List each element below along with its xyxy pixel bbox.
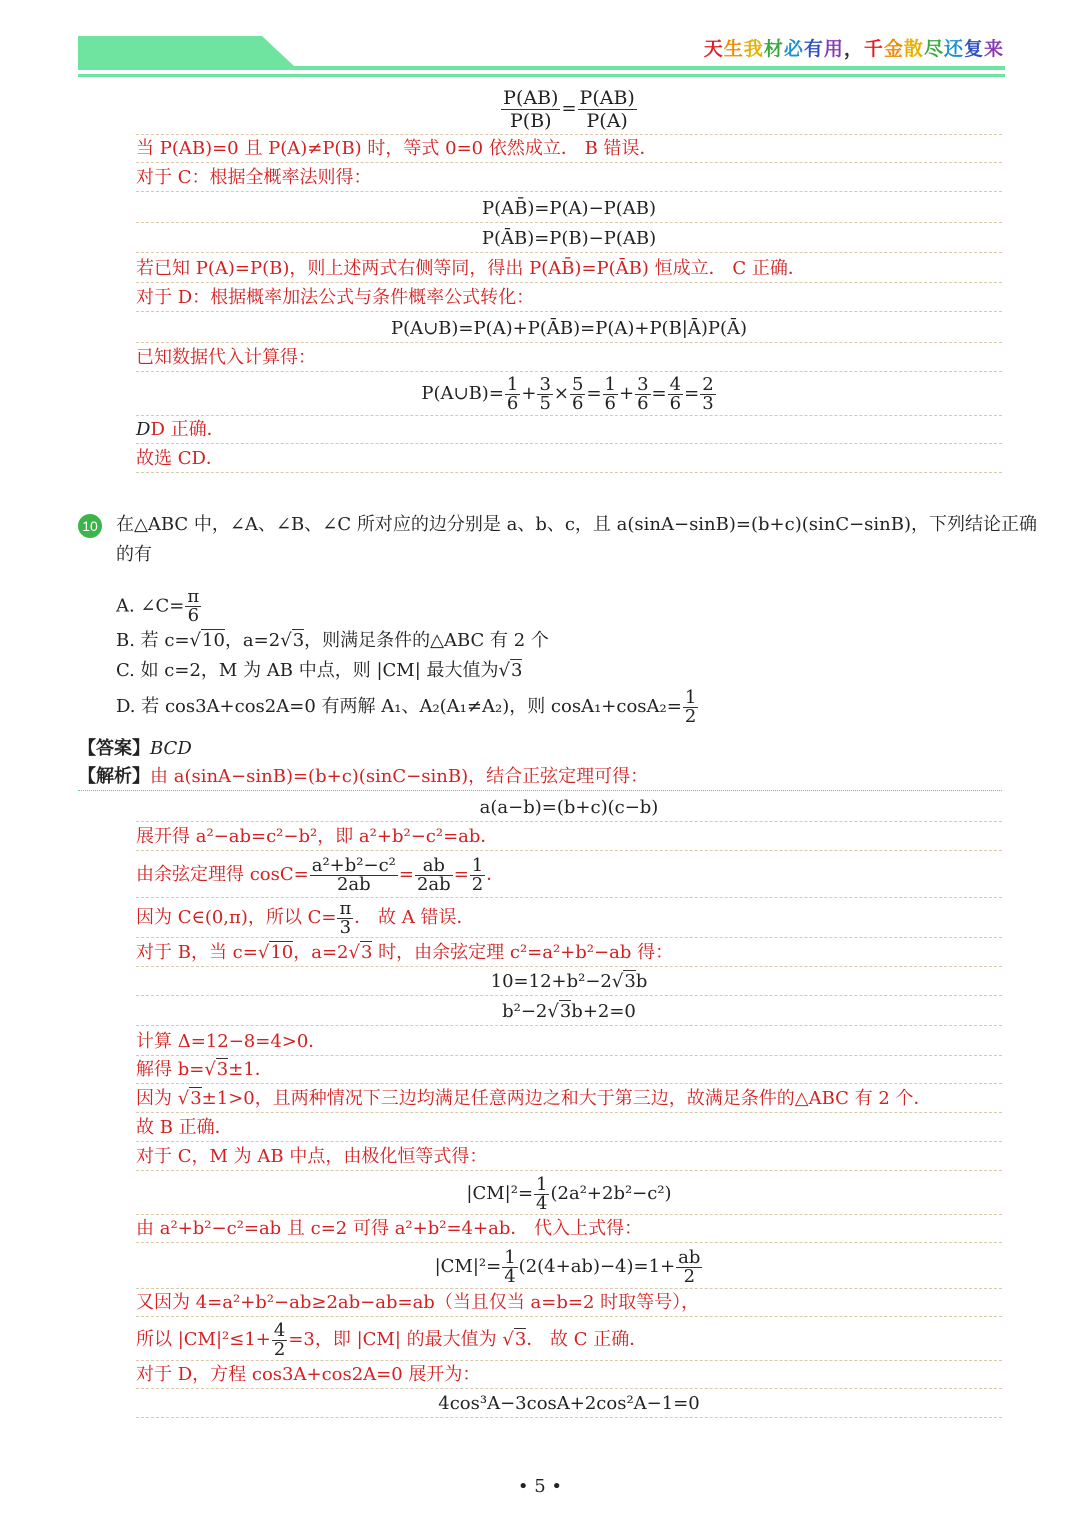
frac-numerator: 1 xyxy=(471,854,484,876)
solution-text: ，a=2√ xyxy=(293,942,360,963)
frac-denominator: 3 xyxy=(702,392,714,414)
formula-text: |CM|²= xyxy=(466,1183,534,1204)
frac-denominator: 6 xyxy=(187,605,200,626)
frac-denominator: 6 xyxy=(604,392,616,414)
motto-char: 有 xyxy=(803,38,824,60)
answer-value: BCD xyxy=(150,738,192,759)
solution-text: 解得 b=√ xyxy=(136,1059,216,1080)
motto-char: 用 xyxy=(823,38,844,60)
frac-numerator: 1 xyxy=(536,1173,548,1195)
operator: × xyxy=(553,383,569,404)
frac-numerator: 3 xyxy=(637,373,649,395)
solution-line: 计算 Δ=12−8=4>0． xyxy=(136,1029,1002,1056)
frac-numerator: π xyxy=(339,897,352,919)
formula-text: |CM|²= xyxy=(434,1256,502,1277)
radicand: 3 xyxy=(510,660,523,681)
radicand: 10 xyxy=(202,630,225,651)
frac-denominator: 2ab xyxy=(416,873,451,895)
fraction xyxy=(700,373,715,414)
solution-line: 故 B 正确． xyxy=(136,1115,1002,1142)
solution-line xyxy=(78,764,1002,791)
formula-ratio xyxy=(136,84,1002,135)
formula-line xyxy=(136,969,1002,996)
page-number: • 5 • xyxy=(517,1476,563,1497)
formula-line xyxy=(136,1246,1002,1289)
frac-denominator: 2 xyxy=(471,873,484,895)
motto-char: 来 xyxy=(983,38,1004,60)
radicand: 3 xyxy=(190,1088,202,1109)
operator: = xyxy=(586,383,602,404)
frac-numerator: P(AB) xyxy=(503,86,559,109)
fraction xyxy=(570,373,585,414)
formula-text: (2a²+2b²−c²) xyxy=(550,1183,672,1204)
solution-text: 对于 B，当 c=√ xyxy=(136,942,270,963)
solution-text: ． 故 A 错误． xyxy=(354,907,475,928)
solution-text: ±1>0，且两种情况下三边均满足任意两边之和大于第三边，故满足条件的△ABC 有 2 个． xyxy=(201,1088,932,1109)
option-a xyxy=(116,588,1016,624)
solution-line xyxy=(136,1086,1002,1113)
frac-numerator: ab xyxy=(678,1246,701,1268)
solution-line: 对于 D：根据概率加法公式与条件概率公式转化： xyxy=(136,285,1002,312)
radicand: 3 xyxy=(292,630,305,651)
question-stem: 的有 xyxy=(116,544,152,565)
operator: = xyxy=(684,383,700,404)
motto-char: ， xyxy=(843,38,864,60)
fraction xyxy=(668,373,683,414)
frac-denominator: 6 xyxy=(572,392,584,414)
formula-probability-sum xyxy=(136,373,1002,416)
option-d xyxy=(116,688,1016,726)
solution-line: 由 a²+b²−c²=ab 且 c=2 可得 a²+b²=4+ab． 代入上式得： xyxy=(136,1216,1002,1243)
frac-numerator: a²+b²−c² xyxy=(311,854,396,876)
frac-numerator: 3 xyxy=(539,373,551,395)
formula-text: 10=12+b²−2√ xyxy=(490,971,624,992)
frac-numerator: π xyxy=(187,586,200,607)
motto-char: 材 xyxy=(763,38,784,60)
frac-numerator: 4 xyxy=(273,1319,286,1341)
answer-line xyxy=(78,734,978,764)
fraction xyxy=(505,373,520,414)
frac-numerator: 4 xyxy=(669,373,682,395)
solution-text: 由余弦定理得 cosC= xyxy=(136,864,309,885)
solution-line: 若已知 P(A)=P(B)，则上述两式右侧等同，得出 P(AB̄)=P(ĀB) 恒成立． C 正确． xyxy=(136,256,1002,283)
option-text: D. 若 cos3A+cos2A=0 有两解 A₁、A₂(A₁≠A₂)，则 cosA₁+cosA₂= xyxy=(116,696,682,717)
motto-char: 生 xyxy=(723,38,744,60)
radicand: 10 xyxy=(270,942,294,963)
solution-line: 对于 D，方程 cos3A+cos2A=0 展开为： xyxy=(136,1362,1002,1389)
frac-denominator: P(B) xyxy=(510,109,552,132)
formula-text: P(A∪B)= xyxy=(421,383,504,404)
frac-denominator: P(A) xyxy=(586,109,628,132)
solution-line: 已知数据代入计算得： xyxy=(136,345,1002,372)
motto-char: 千 xyxy=(863,38,884,60)
solution-line: 由余弦定理得 cosC= $\frac{\text{a²+b²−c²}}{2ab}$ = $\frac{ab}{2ab}$ = $\frac{1}{2}$ ． xyxy=(136,853,1002,898)
fraction xyxy=(537,373,552,414)
frac-denominator: 5 xyxy=(539,392,551,414)
frac-numerator: 2 xyxy=(702,373,714,395)
header-motto xyxy=(704,34,1004,61)
solution-text: ±1． xyxy=(228,1059,273,1080)
solution-line: DD 正确． xyxy=(136,417,1002,444)
solution-text: D 正确． xyxy=(150,419,225,440)
frac-denominator: 6 xyxy=(669,392,682,414)
solution-line: 故选 CD． xyxy=(136,446,1002,473)
option-c xyxy=(116,656,1016,686)
radicand: 3 xyxy=(559,1001,572,1022)
solution-line: 对于 C：根据全概率法则得： xyxy=(136,165,1002,192)
operator: + xyxy=(619,383,635,404)
motto-char: 我 xyxy=(743,38,764,60)
fraction xyxy=(635,373,650,414)
motto-char: 还 xyxy=(943,38,964,60)
option-b xyxy=(116,626,1016,656)
frac-denominator: 2 xyxy=(273,1338,286,1360)
operator: = xyxy=(651,383,667,404)
solution-text: ． 故 C 正确． xyxy=(526,1329,648,1350)
radicand: 3 xyxy=(624,971,636,992)
formula-line xyxy=(136,999,1002,1026)
frac-denominator: 4 xyxy=(504,1265,516,1287)
formula-line xyxy=(136,1174,1002,1215)
formula-line: a(a−b)=(b+c)(c−b) xyxy=(136,795,1002,822)
frac-numerator: 1 xyxy=(604,373,616,395)
solution-label: 【解析】 xyxy=(78,766,150,787)
frac-numerator: 1 xyxy=(506,373,519,395)
formula-text: b xyxy=(635,971,648,992)
frac-denominator: 6 xyxy=(506,392,519,414)
solution-line: 又因为 4=a²+b²−ab≥2ab−ab=ab（当且仅当 a=b=2 时取等号）， xyxy=(136,1290,1002,1317)
fraction xyxy=(603,373,618,414)
page-header xyxy=(0,0,1080,90)
option-text: ，则满足条件的△ABC 有 2 个 xyxy=(304,630,549,651)
solution-text: 因为 √ xyxy=(136,1088,190,1109)
solution-line xyxy=(136,940,1002,967)
solution-text: 由 a(sinA−sinB)=(b+c)(sinC−sinB)，结合正弦定理可得： xyxy=(150,766,649,787)
frac-denominator: 4 xyxy=(536,1192,548,1214)
motto-char: 天 xyxy=(703,38,724,60)
solution-line xyxy=(136,1320,1002,1361)
solution-text: 因为 C∈(0,π)，所以 C= xyxy=(136,907,337,928)
formula-line: P(AB̄)=P(A)−P(AB) xyxy=(136,196,1002,223)
option-text: A. ∠C= xyxy=(116,595,185,617)
motto-char: 尽 xyxy=(923,38,944,60)
question-number-badge: 10 xyxy=(78,514,102,538)
formula-line: 4cos³A−3cosA+2cos²A−1=0 xyxy=(136,1391,1002,1418)
solution-line xyxy=(136,899,1002,938)
formula-line: P(A∪B)=P(A)+P(ĀB)=P(A)+P(B|Ā)P(Ā) xyxy=(136,316,1002,343)
radicand: 3 xyxy=(216,1059,229,1080)
frac-numerator: ab xyxy=(415,857,453,876)
frac-denominator: 2 xyxy=(683,1265,696,1287)
solution-line: 当 P(AB)=0 且 P(A)≠P(B) 时，等式 0=0 依然成立． B 错误． xyxy=(136,136,1002,163)
formula-text: (2(4+ab)−4)=1+ xyxy=(518,1256,676,1277)
solution-text: 所以 |CM|²≤1+ xyxy=(136,1329,271,1350)
solution-text: ． xyxy=(486,864,505,885)
question-stem: 在△ABC 中，∠A、∠B、∠C 所对应的边分别是 a、b、c，且 a(sinA−sinB)=(b+c)(sinC−sinB)，下列结论正确 xyxy=(116,514,1038,535)
solution-line: 展开得 a²−ab=c²−b²，即 a²+b²−c²=ab． xyxy=(136,824,1002,851)
frac-numerator: P(AB) xyxy=(579,86,635,109)
operator: + xyxy=(521,383,537,404)
frac-denominator: 2 xyxy=(684,705,697,727)
equals-sign: = xyxy=(561,98,577,119)
formula-line: P(ĀB)=P(B)−P(AB) xyxy=(136,226,1002,253)
answer-label: 【答案】 xyxy=(78,738,150,759)
option-text: B. 若 c=√ xyxy=(116,630,202,651)
radicand: 3 xyxy=(360,942,373,963)
solution-text: 时，由余弦定理 c²=a²+b²−ab 得： xyxy=(372,942,674,963)
solution-line xyxy=(136,1057,1002,1084)
frac-numerator: 5 xyxy=(572,373,584,395)
frac-numerator: 1 xyxy=(684,686,697,708)
option-text: ，a=2√ xyxy=(224,630,292,651)
solution-text: =3，即 |CM| 的最大值为 √ xyxy=(288,1329,514,1350)
solution-line: 对于 C，M 为 AB 中点，由极化恒等式得： xyxy=(136,1144,1002,1171)
header-rule xyxy=(78,74,1005,77)
frac-denominator: 6 xyxy=(637,392,649,414)
motto-char: 复 xyxy=(963,38,984,60)
motto-char: 散 xyxy=(903,38,924,60)
option-text: C. 如 c=2，M 为 AB 中点，则 |CM| 最大值为√ xyxy=(116,660,510,681)
frac-numerator: 1 xyxy=(504,1246,516,1268)
frac-denominator: 2ab xyxy=(336,873,371,895)
formula-text: b+2=0 xyxy=(571,1001,636,1022)
frac-denominator: 3 xyxy=(339,916,352,938)
motto-char: 金 xyxy=(883,38,904,60)
motto-char: 必 xyxy=(783,38,804,60)
formula-text: b²−2√ xyxy=(502,1001,559,1022)
radicand: 3 xyxy=(514,1329,527,1350)
